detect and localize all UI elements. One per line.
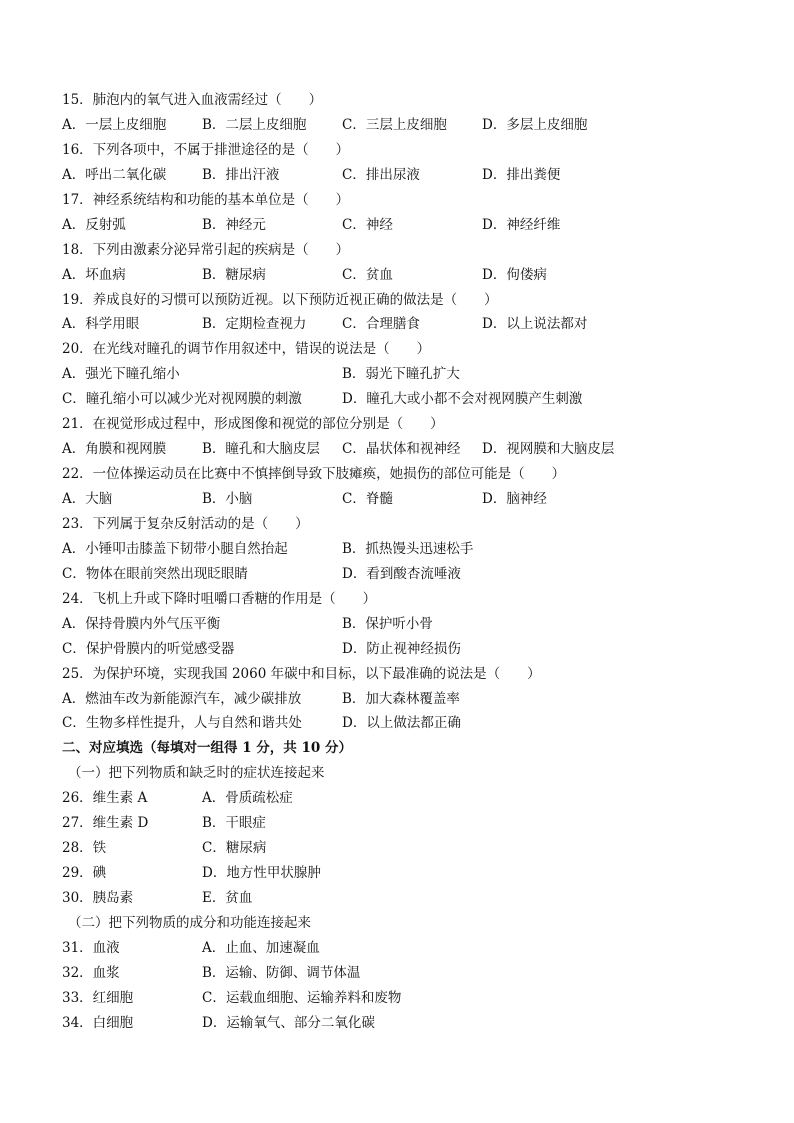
match-26-right: A．骨质疏松症: [202, 790, 293, 807]
question-21-options: [62, 437, 742, 462]
q15-option-d: D．多层上皮细胞: [482, 116, 588, 133]
q22-option-b: B．小脑: [202, 491, 253, 507]
q15-option-c: C．三层上皮细胞: [342, 116, 447, 133]
section-2-part-1-title: （一）把下列物质和缺乏时的症状连接起来: [68, 765, 325, 782]
question-17-options: [62, 213, 742, 238]
match-31-right: A．止血、加速凝血: [202, 939, 320, 956]
q24-option-b: B．保护听小骨: [342, 615, 433, 632]
q25-option-d: D．以上做法都正确: [342, 715, 461, 732]
question-23-stem: 23．下列属于复杂反射活动的是（ ）: [62, 515, 309, 532]
match-33-right: C．运载血细胞、运输养料和废物: [202, 989, 402, 1006]
q18-option-d: D．佝偻病: [482, 266, 547, 283]
match-26-left: 26．维生素 A: [62, 790, 148, 807]
q15-option-b: B．二层上皮细胞: [202, 116, 307, 133]
q18-option-b: B．糖尿病: [202, 266, 266, 283]
q24-option-d: D．防止视神经损伤: [342, 640, 461, 657]
match-34-left: 34．白细胞: [62, 1014, 134, 1031]
q21-option-a: A．角膜和视网膜: [62, 441, 167, 458]
question-17-stem: 17．神经系统结构和功能的基本单位是（ ）: [62, 191, 350, 208]
question-19-options: [62, 312, 742, 337]
q17-option-c: C．神经: [342, 216, 393, 233]
question-15-options: [62, 113, 742, 138]
question-18-stem: 18．下列由激素分泌异常引起的疾病是（ ）: [62, 241, 350, 258]
question-16-stem: 16．下列各项中，不属于排泄途径的是（ ）: [62, 141, 350, 158]
q25-option-c: C．生物多样性提升，人与自然和谐共处: [62, 715, 302, 732]
q25-option-a: A．燃油车改为新能源汽车，减少碳排放: [62, 690, 302, 707]
q23-option-c: C．物体在眼前突然出现眨眼睛: [62, 565, 248, 582]
match-28-left: 28．铁: [62, 840, 107, 857]
question-20-options-cd: [62, 387, 742, 412]
q25-option-b: B．加大森林覆盖率: [342, 690, 460, 707]
match-29-left: 29．碘: [62, 865, 107, 882]
match-31-left: 31．血液: [62, 939, 120, 956]
q19-option-c: C．合理膳食: [342, 316, 420, 333]
match-row-30: [62, 886, 742, 911]
question-25-options-cd: [62, 711, 742, 736]
q20-option-b: B．弱光下瞳孔扩大: [342, 366, 460, 383]
q23-option-b: B．抓热馒头迅速松手: [342, 540, 474, 557]
q24-option-c: C．保护骨膜内的听觉感受器: [62, 640, 235, 657]
q17-option-d: D．神经纤维: [482, 216, 561, 233]
q21-option-b: B．瞳孔和大脑皮层: [202, 441, 320, 458]
question-23-options-ab: [62, 537, 742, 562]
q17-option-a: A．反射弧: [62, 216, 126, 233]
q23-option-d: D．看到酸杏流唾液: [342, 565, 461, 582]
question-18-options: [62, 263, 742, 288]
question-24-stem: 24．飞机上升或下降时咀嚼口香糖的作用是（ ）: [62, 590, 377, 607]
question-24-options-ab: [62, 612, 742, 637]
question-24-options-cd: [62, 637, 742, 662]
q16-option-c: C．排出尿液: [342, 166, 420, 183]
question-22-options: [62, 487, 742, 512]
q20-option-d: D．瞳孔大或小都不会对视网膜产生刺激: [342, 391, 583, 408]
q21-option-c: C．晶状体和视神经: [342, 441, 461, 458]
match-row-33: [62, 986, 742, 1011]
q19-option-b: B．定期检查视力: [202, 316, 307, 333]
exam-page: [62, 88, 742, 1036]
match-row-34: [62, 1011, 742, 1036]
match-row-26: [62, 786, 742, 811]
match-28-right: C．糖尿病: [202, 840, 267, 857]
q18-option-a: A．坏血病: [62, 266, 126, 283]
q16-option-a: A．呼出二氧化碳: [62, 166, 167, 183]
match-27-right: B．干眼症: [202, 815, 266, 832]
match-33-left: 33．红细胞: [62, 989, 134, 1006]
q20-option-c: C．瞳孔缩小可以减少光对视网膜的刺激: [62, 391, 302, 408]
q15-option-a: A．一层上皮细胞: [62, 116, 167, 133]
q22-option-c: C．脊髓: [342, 491, 393, 507]
match-row-31: [62, 936, 742, 961]
match-row-28: [62, 836, 742, 861]
match-32-left: 32．血浆: [62, 964, 120, 981]
question-22-stem: 22．一位体操运动员在比赛中不慎摔倒导致下肢瘫痪，她损伤的部位可能是（ ）: [62, 466, 566, 483]
section-2-part-2-title: （二）把下列物质的成分和功能连接起来: [68, 914, 311, 931]
question-20-options-ab: [62, 362, 742, 387]
question-25-stem: 25．为保护环境，实现我国 2060 年碳中和目标，以下最准确的说法是（ ）: [62, 665, 541, 682]
q22-option-a: A．大脑: [62, 491, 113, 507]
match-34-right: D．运输氧气、部分二氧化碳: [202, 1014, 375, 1031]
question-16-options: [62, 163, 742, 188]
match-27-left: 27．维生素 D: [62, 815, 149, 832]
question-23-options-cd: [62, 562, 742, 587]
q24-option-a: A．保持骨膜内外气压平衡: [62, 615, 221, 632]
q23-option-a: A．小锤叩击膝盖下韧带小腿自然抬起: [62, 540, 288, 557]
q16-option-b: B．排出汗液: [202, 166, 280, 183]
question-15-stem: 15．肺泡内的氧气进入血液需经过（ ）: [62, 92, 323, 108]
q20-option-a: A．强光下瞳孔缩小: [62, 366, 180, 383]
q22-option-d: D．脑神经: [482, 491, 547, 507]
match-row-32: [62, 961, 742, 986]
q16-option-d: D．排出粪便: [482, 166, 561, 183]
match-row-27: [62, 811, 742, 836]
match-32-right: B．运输、防御、调节体温: [202, 964, 361, 981]
match-29-right: D．地方性甲状腺肿: [202, 865, 321, 882]
question-20-stem: 20．在光线对瞳孔的调节作用叙述中，错误的说法是（ ）: [62, 341, 431, 358]
q19-option-a: A．科学用眼: [62, 316, 140, 333]
q19-option-d: D．以上说法都对: [482, 316, 588, 333]
question-19-stem: 19．养成良好的习惯可以预防近视。以下预防近视正确的做法是（ ）: [62, 291, 498, 308]
match-row-29: [62, 861, 742, 886]
match-30-right: E．贫血: [202, 890, 253, 906]
q21-option-d: D．视网膜和大脑皮层: [482, 441, 615, 458]
q17-option-b: B．神经元: [202, 216, 266, 233]
section-2-heading: 二、对应填选（每填对一组得 1 分，共 10 分）: [62, 740, 352, 757]
question-25-options-ab: [62, 687, 742, 712]
match-30-left: 30．胰岛素: [62, 890, 134, 906]
question-21-stem: 21．在视觉形成过程中，形成图像和视觉的部位分别是（ ）: [62, 416, 444, 433]
q18-option-c: C．贫血: [342, 266, 393, 283]
